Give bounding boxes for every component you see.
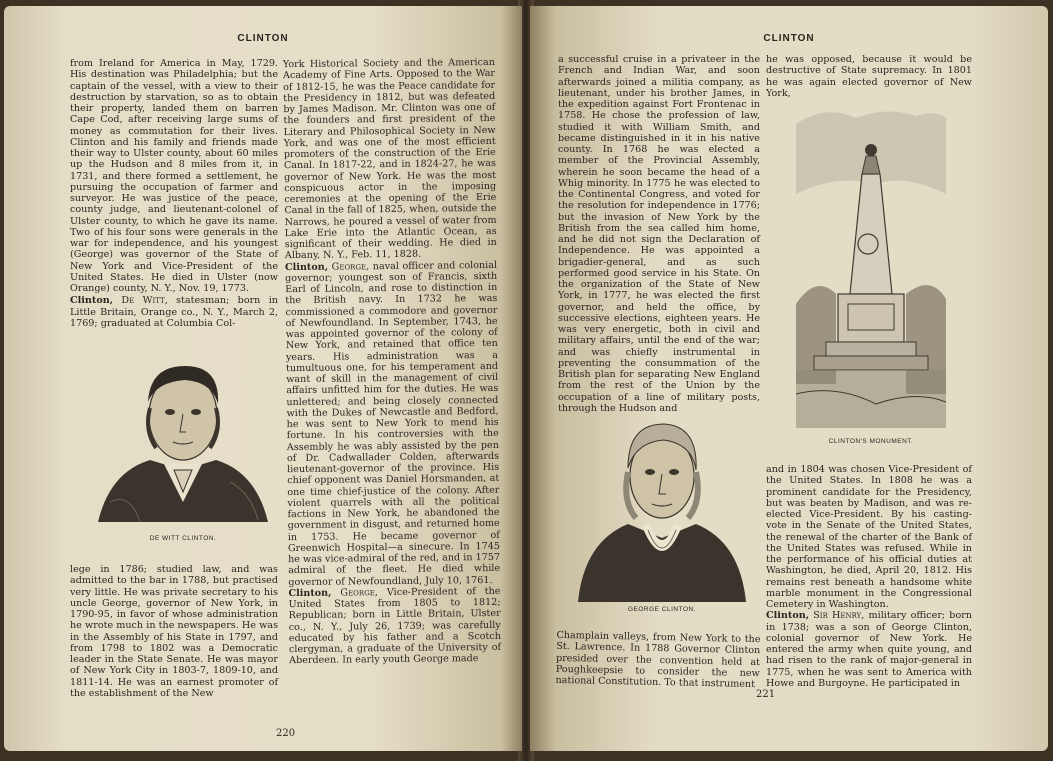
left-column-1-bottom [70,564,278,699]
entry-heading: Clinton, [766,610,810,622]
caption-clinton-monument: CLINTON'S MONUMENT. [828,438,914,445]
entry-given-name: George, [340,586,378,599]
entry-heading: Clinton, [288,587,332,599]
page-number-left: 220 [276,728,296,739]
left-column-2 [283,57,501,667]
entry-george-clinton-naval [285,259,500,587]
entry-heading: Clinton, [70,295,114,307]
entry-given-name: De Witt, [121,295,168,307]
george-vp-continued-2: he was opposed, because it would be destructive of State supremacy. In 1801 he was again elected governor of New York, [766,54,972,99]
entry-dewitt-clinton [70,295,278,329]
right-column-2-top [766,54,972,99]
left-page [4,6,522,751]
entry-given-name: Sir Henry, [813,610,865,622]
caption-george-clinton: GEORGE CLINTON. [627,606,697,613]
running-head-left: CLINTON [237,33,289,44]
dewitt-continued: lege in 1786; studied law, and was admitted to the bar in 1788, but practised very little. He was private secretary to his uncle George, governor of New York, in 1790-95, in favor of whose administration he wrote much in the newspapers. He was in the Assembly of his State in 1797, and from 1798 to 1802 was a Democratic leader in the State Senate. He was mayor of New York City in 1803-7, 1809-10, and 1811-14. He was an earnest promoter of the establishment of the New [70,564,278,699]
entry-sir-henry-clinton [766,610,972,689]
george-clinton-portrait [574,406,750,602]
dewitt-clinton-portrait [90,352,276,530]
right-page [530,6,1048,751]
right-column-2-bottom [766,464,972,689]
george-vp-continued-4: and in 1804 was chosen Vice-President of the United States. In 1808 he was a prominent candidate for the Presidency, but was beaten by Madison, and was re-elected Vice-President. By his casting-vote in the Senate of the United States, the renewal of the charter of the Bank of the United States was refused. While in the performance of his official duties at Washington, he died, April 20, 1812. His remains rest beneath a handsome white marble monument in the Congressional Cemetery in Washington. [766,464,972,610]
entry-text: Vice-President of the United States from 1805 to 1812; Republican; born in Little Britain, Ulster co., N. Y., July 26, 1739; was carefully educated by his father and a Scotch clergyman, a graduate of the University of Aberdeen. In early youth George made [288,585,502,667]
entry-text: military officer; born in 1738; was a son of George Clinton, colonial governor of New York. He entered the army when quite young, and had risen to the rank of major-general in 1775, when he was sent to America with Howe and Burgoyne. He participated in [766,610,972,689]
dewitt-continued-2: York Historical Society and the American Academy of Fine Arts. Opposed to the War of 1812-15, he was the Peace candidate for the Presidency in 1812, but was defeated by James Madison. Mr. Clinton was one of the founders and first president of the Literary and Philosophical Society in New York, and was one of the most efficient promoters of the construction of the Erie Canal. In 1817-22, and in 1824-27, he was governor of New York. He was the most conspicuous actor in the imposing ceremonies at the opening of the Erie Canal in the fall of 1825, when, outside the Narrows, he poured a vessel of water from Lake Erie into the Atlantic Ocean, as significant of their wedding. He died in Albany, N. Y., Feb. 11, 1828. [282,56,497,262]
running-head-right: CLINTON [763,33,815,44]
entry-heading: Clinton, [284,261,329,273]
left-column-1-top [70,58,278,329]
george-vp-continued-3: Champlain valleys, from New York to the St. Lawrence. In 1788 Governor Clinton presided over the convention held at Poughkeepsie to consider the new national Constitution. To that instrument [555,629,761,691]
george-vp-continued: a successful cruise in a privateer in the French and Indian War, and soon afterwards joined a militia company, as lieutenant, under his brother James, in the expedition against Fort Frontenac in 1758. He chose the profession of law, studied it with William Smith, and became distinguished in it in his native county. In 1768 he was elected a member of the Provincial Assembly, wherein he soon became the head of a Whig minority. In 1775 he was elected to the Continental Congress, and voted for the resolution for independence in 1776; but the invasion of New York by the British from the sea called him home, and he did not sign the Declaration of Independence. He was appointed a brigadier-general, and as such performed good service in his State. On the organization of the State of New York, in 1777, he was elected the first governor, and held the office, by successive elections, eighteen years. He was very energetic, both in civil and military affairs, until the end of the war; and was chiefly instrumental in preventing the consummation of the British plan for separating New England from the rest of the Union by the occupation of a line of military posts, through the Hudson and [558,54,760,414]
entry-text: statesman; born in Little Britain, Orange co., N. Y., March 2, 1769; graduated at Columbia Col- [70,295,278,329]
entry-george-clinton-vp [288,586,501,667]
page-number-right: 221 [756,689,776,700]
right-column-1-top [558,54,760,414]
caption-dewitt-clinton: DE WITT CLINTON. [149,535,217,542]
entry-given-name: George, [331,260,370,273]
article-continuation: from Ireland for America in May, 1729. His destination was Philadelphia; but the captain of the vessel, with a view to their destruction by starvation, so as to obtain their property, landed them on barren Cape Cod, after receiving large sums of money as commutation for their lives. Clinton and his family and friends made their way to Ulster county, about 60 miles up the Hudson and 8 miles from it, in 1731, and there formed a settlement, he pursuing the occupation of farmer and surveyor. He was justice of the peace, county judge, and lieutenant-colonel of Ulster county, to which he gave its name. Two of his four sons were generals in the war for independence, and his youngest (George) was governor of the State of New York and Vice-President of the United States. He died in Ulster (now Orange) county, N. Y., Nov. 19, 1773. [70,58,278,294]
clinton-monument-engraving [796,104,946,428]
right-column-1-bottom [555,630,760,691]
entry-text: naval officer and colonial governor; youngest son of Francis, sixth Earl of Lincoln, and rose to distinction in the British navy. In 1732 he was commissioned a commodore and governor of Newfoundland. In September, 1743, he was appointed governor of the colony of New York, and retained that office ten years. His administration was a tumultuous one, for his temperament and want of skill in the management of civil affairs unfitted him for the duties. He was unlettered; and being closely connected with the Dukes of Newcastle and Bedford, he was sent to New York to mend his fortune. In his controversies with the Assembly he was ably assisted by the pen of Dr. Cadwallader Colden, afterwards lieutenant-governor of the province. His chief opponent was Daniel Horsmanden, at one time chief-justice of the colony. After violent quarrels with all the political factions in New York, he abandoned the government in disgust, and returned home in 1753. He became governor of Greenwich Hospital—a sinecure. In 1745 he was vice-admiral of the red, and in 1757 admiral of the fleet. He died while governor of Newfoundland, July 10, 1761. [285,259,501,588]
